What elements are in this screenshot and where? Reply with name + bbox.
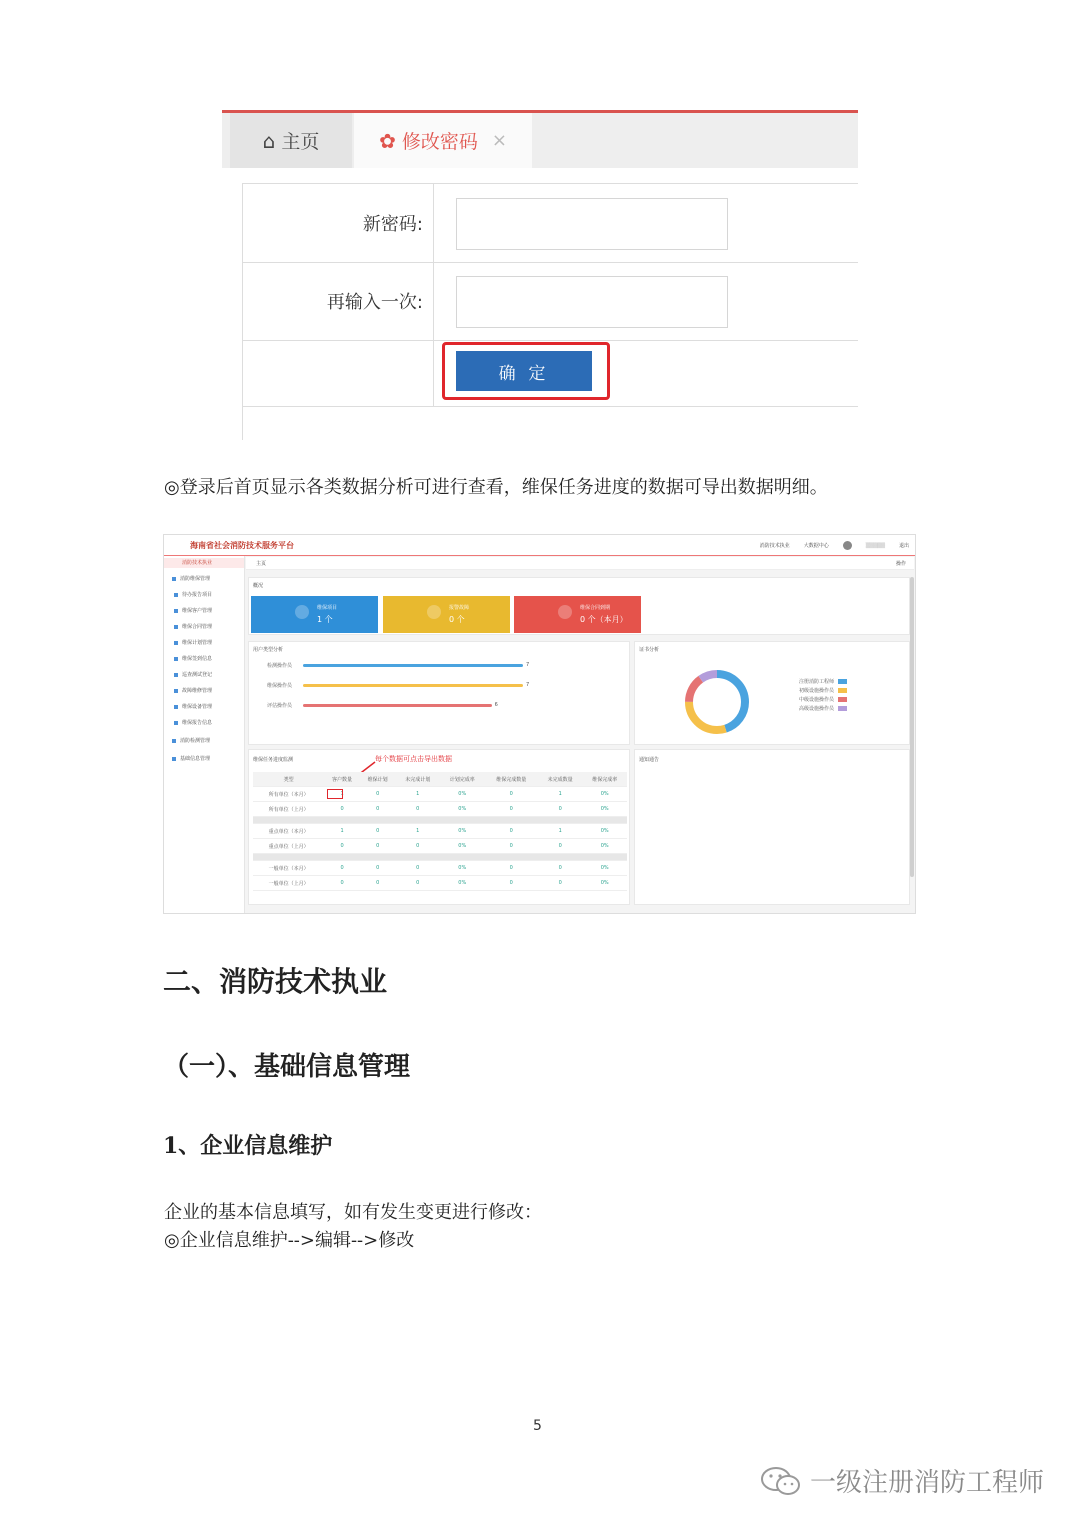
- table-header-cell: 客户数量: [324, 772, 360, 787]
- sidebar-item-label: 消防检测管理: [180, 738, 211, 744]
- row-type-cell: 重点单位（本月）: [253, 824, 324, 839]
- flask-icon: [172, 739, 176, 743]
- submit-row-label-cell: [242, 340, 434, 406]
- data-cell[interactable]: 0: [324, 876, 360, 891]
- row-type-cell: 一般单位（本月）: [253, 861, 324, 876]
- wrench-icon: [172, 577, 176, 581]
- new-password-input[interactable]: [456, 198, 728, 250]
- legend-item: [799, 705, 847, 712]
- data-cell[interactable]: 0%: [582, 861, 627, 876]
- header-link-logout[interactable]: 退出: [898, 543, 909, 549]
- table-header-cell: 维保计划: [360, 772, 396, 787]
- data-cell[interactable]: 1: [324, 787, 360, 802]
- dashboard-tab-strip: [246, 557, 914, 570]
- data-cell[interactable]: 0: [324, 839, 360, 854]
- legend-item: [799, 696, 847, 703]
- data-cell[interactable]: 0: [395, 839, 440, 854]
- sidebar-group-maintenance[interactable]: [172, 575, 210, 582]
- calendar-icon: [174, 641, 178, 645]
- subsection-heading: （一）、基础信息管理: [163, 1052, 411, 1082]
- bar[interactable]: [303, 704, 492, 707]
- data-cell[interactable]: 1: [395, 824, 440, 839]
- ops-menu[interactable]: 操作: [895, 561, 906, 567]
- bar-value: 7: [526, 682, 530, 688]
- new-password-row: [242, 184, 858, 263]
- data-cell[interactable]: 0: [485, 787, 538, 802]
- file-icon: [174, 721, 178, 725]
- table-row: [253, 824, 627, 839]
- page-number: 5: [533, 1418, 542, 1434]
- table-header-row: [253, 772, 627, 787]
- table-header-cell: 维保完成率: [582, 772, 627, 787]
- card-value: 1 个: [317, 615, 333, 624]
- legend-swatch: [838, 697, 847, 702]
- separator-cell: [253, 817, 627, 824]
- sidebar-item-equipment[interactable]: [174, 703, 212, 710]
- bar-value: 6: [494, 702, 498, 708]
- sidebar-item-signin[interactable]: [174, 655, 212, 662]
- table-header-cell: 未完成计划: [395, 772, 440, 787]
- data-cell[interactable]: 0%: [582, 787, 627, 802]
- legend-item: [799, 678, 847, 685]
- user-type-panel: [248, 641, 630, 745]
- cert-panel: [634, 641, 910, 745]
- card-value: 0 个（本月）: [580, 615, 628, 624]
- table-separator: [253, 854, 627, 861]
- user-type-title: 用户类型分析: [253, 647, 284, 653]
- sidebar-item-label: 待办报告项目: [182, 592, 213, 598]
- data-cell[interactable]: 0: [360, 824, 396, 839]
- sidebar-item-repair[interactable]: [174, 687, 212, 694]
- repeat-password-input[interactable]: [456, 276, 728, 328]
- home-icon: ⌂: [262, 128, 276, 153]
- doc-icon: [174, 593, 178, 597]
- paragraph-enterprise-path: ◎企业信息维护-->编辑-->修改: [164, 1230, 415, 1251]
- overview-title: 概况: [253, 583, 264, 589]
- data-cell[interactable]: 0%: [440, 876, 485, 891]
- watermark: [760, 1462, 1044, 1499]
- sidebar-item-label: 维保计划管理: [182, 640, 213, 646]
- table-header-cell: 未完成数量: [538, 772, 583, 787]
- legend-swatch: [838, 679, 847, 684]
- bar-label: 维保操作员: [267, 683, 293, 689]
- data-cell[interactable]: 0: [538, 861, 583, 876]
- tool-icon: [174, 689, 178, 693]
- data-cell[interactable]: 0: [360, 802, 396, 817]
- data-cell[interactable]: 0: [324, 861, 360, 876]
- header-link-bigdata[interactable]: 大数据中心: [803, 543, 829, 549]
- repeat-password-label: 再输入一次:: [242, 262, 434, 340]
- table-separator: [253, 817, 627, 824]
- device-icon: [174, 705, 178, 709]
- sidebar-item-label: 故障维修管理: [182, 688, 213, 694]
- alarm-icon: [558, 605, 572, 619]
- tab-home-label: 主页: [281, 131, 320, 153]
- legend-item: [799, 687, 847, 694]
- brand-title: 海南省社会消防技术服务平台: [190, 540, 294, 550]
- sidebar-item-label: 维保合同管理: [182, 624, 213, 630]
- export-annotation: 每个数据可点击导出数据: [375, 755, 452, 763]
- header-link-practice[interactable]: 消防技术执业: [759, 543, 790, 549]
- cert-donut-chart: [679, 664, 755, 740]
- data-cell[interactable]: 0: [395, 802, 440, 817]
- sidebar-item-label: 维保设备管理: [182, 704, 213, 710]
- sidebar-item-label: 基础信息管理: [180, 756, 211, 762]
- legend-label: 高级设施操作员: [799, 706, 835, 712]
- confirm-highlight-box: [442, 342, 610, 400]
- data-cell[interactable]: 0%: [440, 802, 485, 817]
- sidebar-item-inspection[interactable]: [174, 671, 212, 678]
- data-cell[interactable]: 0%: [440, 861, 485, 876]
- sidebar-item-label: 消防技术执业: [182, 560, 213, 566]
- sidebar-item-practice[interactable]: [182, 559, 212, 566]
- sidebar-item-label: 消防维保管理: [180, 576, 211, 582]
- legend-label: 注册消防工程师: [799, 679, 835, 685]
- sidebar-group-testing[interactable]: [172, 737, 210, 744]
- data-cell[interactable]: 0%: [440, 839, 485, 854]
- data-cell[interactable]: 1: [395, 787, 440, 802]
- heartbeat-icon: [427, 605, 441, 619]
- data-cell[interactable]: 0: [538, 876, 583, 891]
- tab-home[interactable]: 主页: [256, 561, 267, 567]
- data-cell[interactable]: 0%: [582, 839, 627, 854]
- sidebar-item-label: 维保客户管理: [182, 608, 213, 614]
- table-header-cell: 维保完成数量: [485, 772, 538, 787]
- sidebar-item-reports[interactable]: [174, 591, 212, 598]
- repeat-password-row: [242, 262, 858, 341]
- data-cell[interactable]: 0: [360, 876, 396, 891]
- data-cell[interactable]: 0: [485, 876, 538, 891]
- row-type-cell: 一般单位（上月）: [253, 876, 324, 891]
- sidebar: [164, 556, 245, 914]
- cert-title: 证书分析: [639, 647, 660, 653]
- bar-value: 7: [526, 662, 530, 668]
- scrollbar[interactable]: [910, 577, 914, 877]
- data-cell[interactable]: 0%: [582, 876, 627, 891]
- data-cell[interactable]: 1: [538, 824, 583, 839]
- table-header-cell: 计划完成率: [440, 772, 485, 787]
- data-cell[interactable]: 0: [360, 861, 396, 876]
- table-row: [253, 802, 627, 817]
- sidebar-item-report-info[interactable]: [174, 719, 212, 726]
- contract-icon: [174, 625, 178, 629]
- data-cell[interactable]: 0: [485, 824, 538, 839]
- gear-icon: ✿: [379, 128, 396, 153]
- card-value: 0 个: [449, 615, 465, 624]
- table-row: [253, 787, 627, 802]
- sidebar-item-label: 维保报告信息: [182, 720, 213, 726]
- new-password-label: 新密码:: [242, 184, 434, 262]
- data-cell[interactable]: 0: [360, 839, 396, 854]
- data-cell[interactable]: 0: [538, 802, 583, 817]
- tab-change-password[interactable]: [354, 113, 532, 168]
- bar-label: 评估操作员: [267, 703, 293, 709]
- highlight-cell-box: [327, 789, 343, 799]
- legend-label: 初级设施操作员: [799, 688, 835, 694]
- legend-swatch: [838, 706, 847, 711]
- username-masked: ▒▒▒▒▒: [865, 542, 885, 549]
- tab-home[interactable]: [230, 113, 352, 168]
- table-header-cell: 类型: [253, 772, 324, 787]
- legend-label: 中级设施操作员: [799, 697, 835, 703]
- table-row: [253, 861, 627, 876]
- data-cell[interactable]: 0: [395, 861, 440, 876]
- confirm-button[interactable]: 确 定: [456, 351, 592, 391]
- info-icon: [172, 757, 176, 761]
- data-cell[interactable]: 0: [485, 861, 538, 876]
- watermark-text: 一级注册消防工程师: [809, 1468, 1044, 1498]
- notice-panel: [634, 749, 910, 905]
- row-type-cell: 所有单位（上月）: [253, 802, 324, 817]
- paragraph-dashboard-intro: ◎登录后首页显示各类数据分析可进行查看，维保任务进度的数据可导出数据明细。: [164, 477, 828, 498]
- card-alarms[interactable]: [383, 596, 510, 633]
- data-cell[interactable]: 0%: [440, 824, 485, 839]
- sidebar-item-label: 维保签到信息: [182, 656, 213, 662]
- data-cell[interactable]: 0%: [440, 787, 485, 802]
- bar-label: 检测操作员: [267, 663, 293, 669]
- notice-title: 通知通告: [639, 757, 660, 763]
- sidebar-item-label: 巡查测试登记: [182, 672, 213, 678]
- table-row: [253, 839, 627, 854]
- table-row: [253, 876, 627, 891]
- tools-icon: [295, 605, 309, 619]
- progress-panel: [248, 749, 630, 905]
- data-cell[interactable]: 0: [360, 787, 396, 802]
- paragraph-enterprise-info: 企业的基本信息填写，如有发生变更进行修改：: [164, 1202, 542, 1223]
- data-cell[interactable]: 0: [485, 839, 538, 854]
- checklist-icon: [174, 673, 178, 677]
- sidebar-item-plans[interactable]: [174, 639, 212, 646]
- data-cell[interactable]: 0%: [582, 824, 627, 839]
- close-icon[interactable]: ×: [491, 130, 507, 151]
- sidebar-item-customers[interactable]: [174, 607, 212, 614]
- wechat-icon: [760, 1466, 802, 1496]
- card-title: 维保项目: [317, 605, 338, 611]
- change-password-screenshot: [222, 110, 858, 440]
- separator-cell: [253, 854, 627, 861]
- card-title: 报警故障: [449, 605, 470, 611]
- progress-title: 维保任务进度监测: [253, 757, 294, 763]
- avatar[interactable]: [843, 541, 852, 550]
- location-icon: [174, 657, 178, 661]
- item-heading: 1、企业信息维护: [163, 1133, 333, 1159]
- data-cell[interactable]: 0: [485, 802, 538, 817]
- tab-change-password-label: 修改密码: [401, 131, 478, 153]
- bar[interactable]: [303, 684, 523, 687]
- data-cell[interactable]: 1: [324, 824, 360, 839]
- progress-table: [253, 772, 627, 891]
- users-icon: [174, 609, 178, 613]
- section-heading: 二、消防技术执业: [163, 965, 388, 998]
- data-cell[interactable]: 0: [538, 839, 583, 854]
- row-type-cell: 重点单位（上月）: [253, 839, 324, 854]
- sidebar-item-contracts[interactable]: [174, 623, 212, 630]
- bar[interactable]: [303, 664, 523, 667]
- data-cell[interactable]: 0: [324, 802, 360, 817]
- dashboard-screenshot: [163, 534, 916, 914]
- card-title: 维保合同到期: [580, 605, 611, 611]
- data-cell[interactable]: 0: [395, 876, 440, 891]
- data-cell[interactable]: 1: [538, 787, 583, 802]
- legend-swatch: [838, 688, 847, 693]
- dashboard-header: [164, 535, 916, 556]
- sidebar-group-basic-info[interactable]: [172, 755, 210, 762]
- row-type-cell: 所有单位（本月）: [253, 787, 324, 802]
- card-contracts[interactable]: [514, 596, 641, 633]
- card-projects[interactable]: [251, 596, 378, 633]
- header-links: [760, 541, 909, 550]
- data-cell[interactable]: 0%: [582, 802, 627, 817]
